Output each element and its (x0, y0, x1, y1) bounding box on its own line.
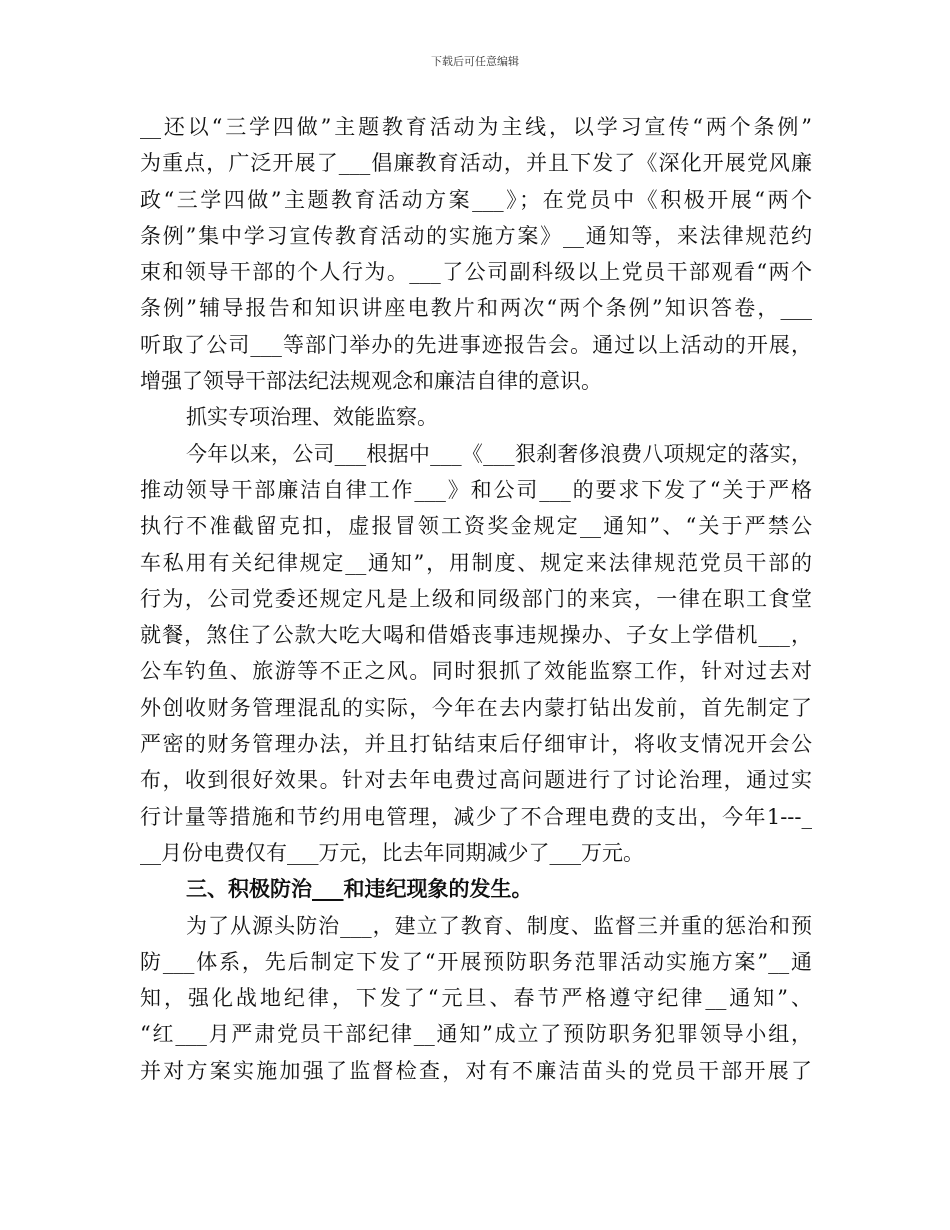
text-line: 行计量等措施和节约用电管理，减少了不合理电费的支出，今年1---_ (140, 804, 812, 829)
text-line: 增强了领导干部法纪法规观念和廉洁自律的意识。 (140, 369, 602, 394)
text-line: 严密的财务管理办法，并且打钻结束后仔细审计，将收支情况开会公 (140, 732, 812, 757)
text-line: 行为，公司党委还规定凡是上级和同级部门的来宾，一律在职工食堂 (140, 586, 812, 611)
section-heading: 抓实专项治理、效能监察。 (186, 405, 438, 430)
text-line: 防___体系，先后制定下发了“开展预防职务范罪活动实施方案”__通 (140, 949, 812, 974)
text-line: 就餐，煞住了公款大吃大喝和借婚丧事违规操办、子女上学借机___， (140, 623, 812, 648)
text-line: 为了从源头防治___，建立了教育、制度、监督三并重的惩治和预 (186, 913, 812, 938)
text-line: 并对方案实施加强了监督检查，对有不廉洁苗头的党员干部开展了 (140, 1058, 812, 1083)
text-line: 车私用有关纪律规定__通知”，用制度、规定来法律规范党员干部的 (140, 550, 812, 575)
text-line: 执行不准截留克扣，虚报冒领工资奖金规定__通知”、“关于严禁公 (140, 514, 812, 539)
text-line: 政“三学四做”主题教育活动方案___》；在党员中《积极开展“两个 (140, 187, 812, 212)
document-body (140, 109, 812, 1089)
text-line: __还以“三学四做”主题教育活动为主线，以学习宣传“两个条例” (140, 115, 812, 139)
text-line: 公车钓鱼、旅游等不正之风。同时狠抓了效能监察工作，针对过去对 (140, 659, 812, 684)
text-line: 条例”辅导报告和知识讲座电教片和两次“两个条例”知识答卷，___ (140, 296, 812, 321)
text-line: 布，收到很好效果。针对去年电费过高问题进行了讨论治理，通过实 (140, 768, 812, 793)
section-heading: 三、积极防治___和违纪现象的发生。 (186, 876, 533, 902)
text-line: 推动领导干部廉洁自律工作___》和公司___的要求下发了“关于严格 (140, 477, 812, 502)
text-line: 今年以来，公司___根据中___《___狠刹奢侈浪费八项规定的落实， (186, 441, 812, 466)
text-line: 外创收财务管理混乱的实际，今年在去内蒙打钻出发前，首先制定了 (140, 695, 812, 720)
text-line: 条例”集中学习宣传教育活动的实施方案》__通知等，来法律规范约 (140, 223, 812, 248)
text-line: 知，强化战地纪律，下发了“元旦、春节严格遵守纪律__通知”、 (140, 986, 812, 1011)
text-line: __月份电费仅有___万元，比去年同期减少了___万元。 (140, 840, 644, 865)
text-line: 为重点，广泛开展了___倡廉教育活动，并且下发了《深化开展党风廉 (140, 151, 812, 176)
text-line: “红___月严肃党员干部纪律__通知”成立了预防职务犯罪领导小组， (140, 1022, 812, 1047)
text-line: 束和领导干部的个人行为。___了公司副科级以上党员干部观看“两个 (140, 260, 812, 285)
page-header: 下载后可任意编辑 (431, 55, 519, 68)
text-line: 听取了公司___等部门举办的先进事迹报告会。通过以上活动的开展， (140, 332, 812, 357)
